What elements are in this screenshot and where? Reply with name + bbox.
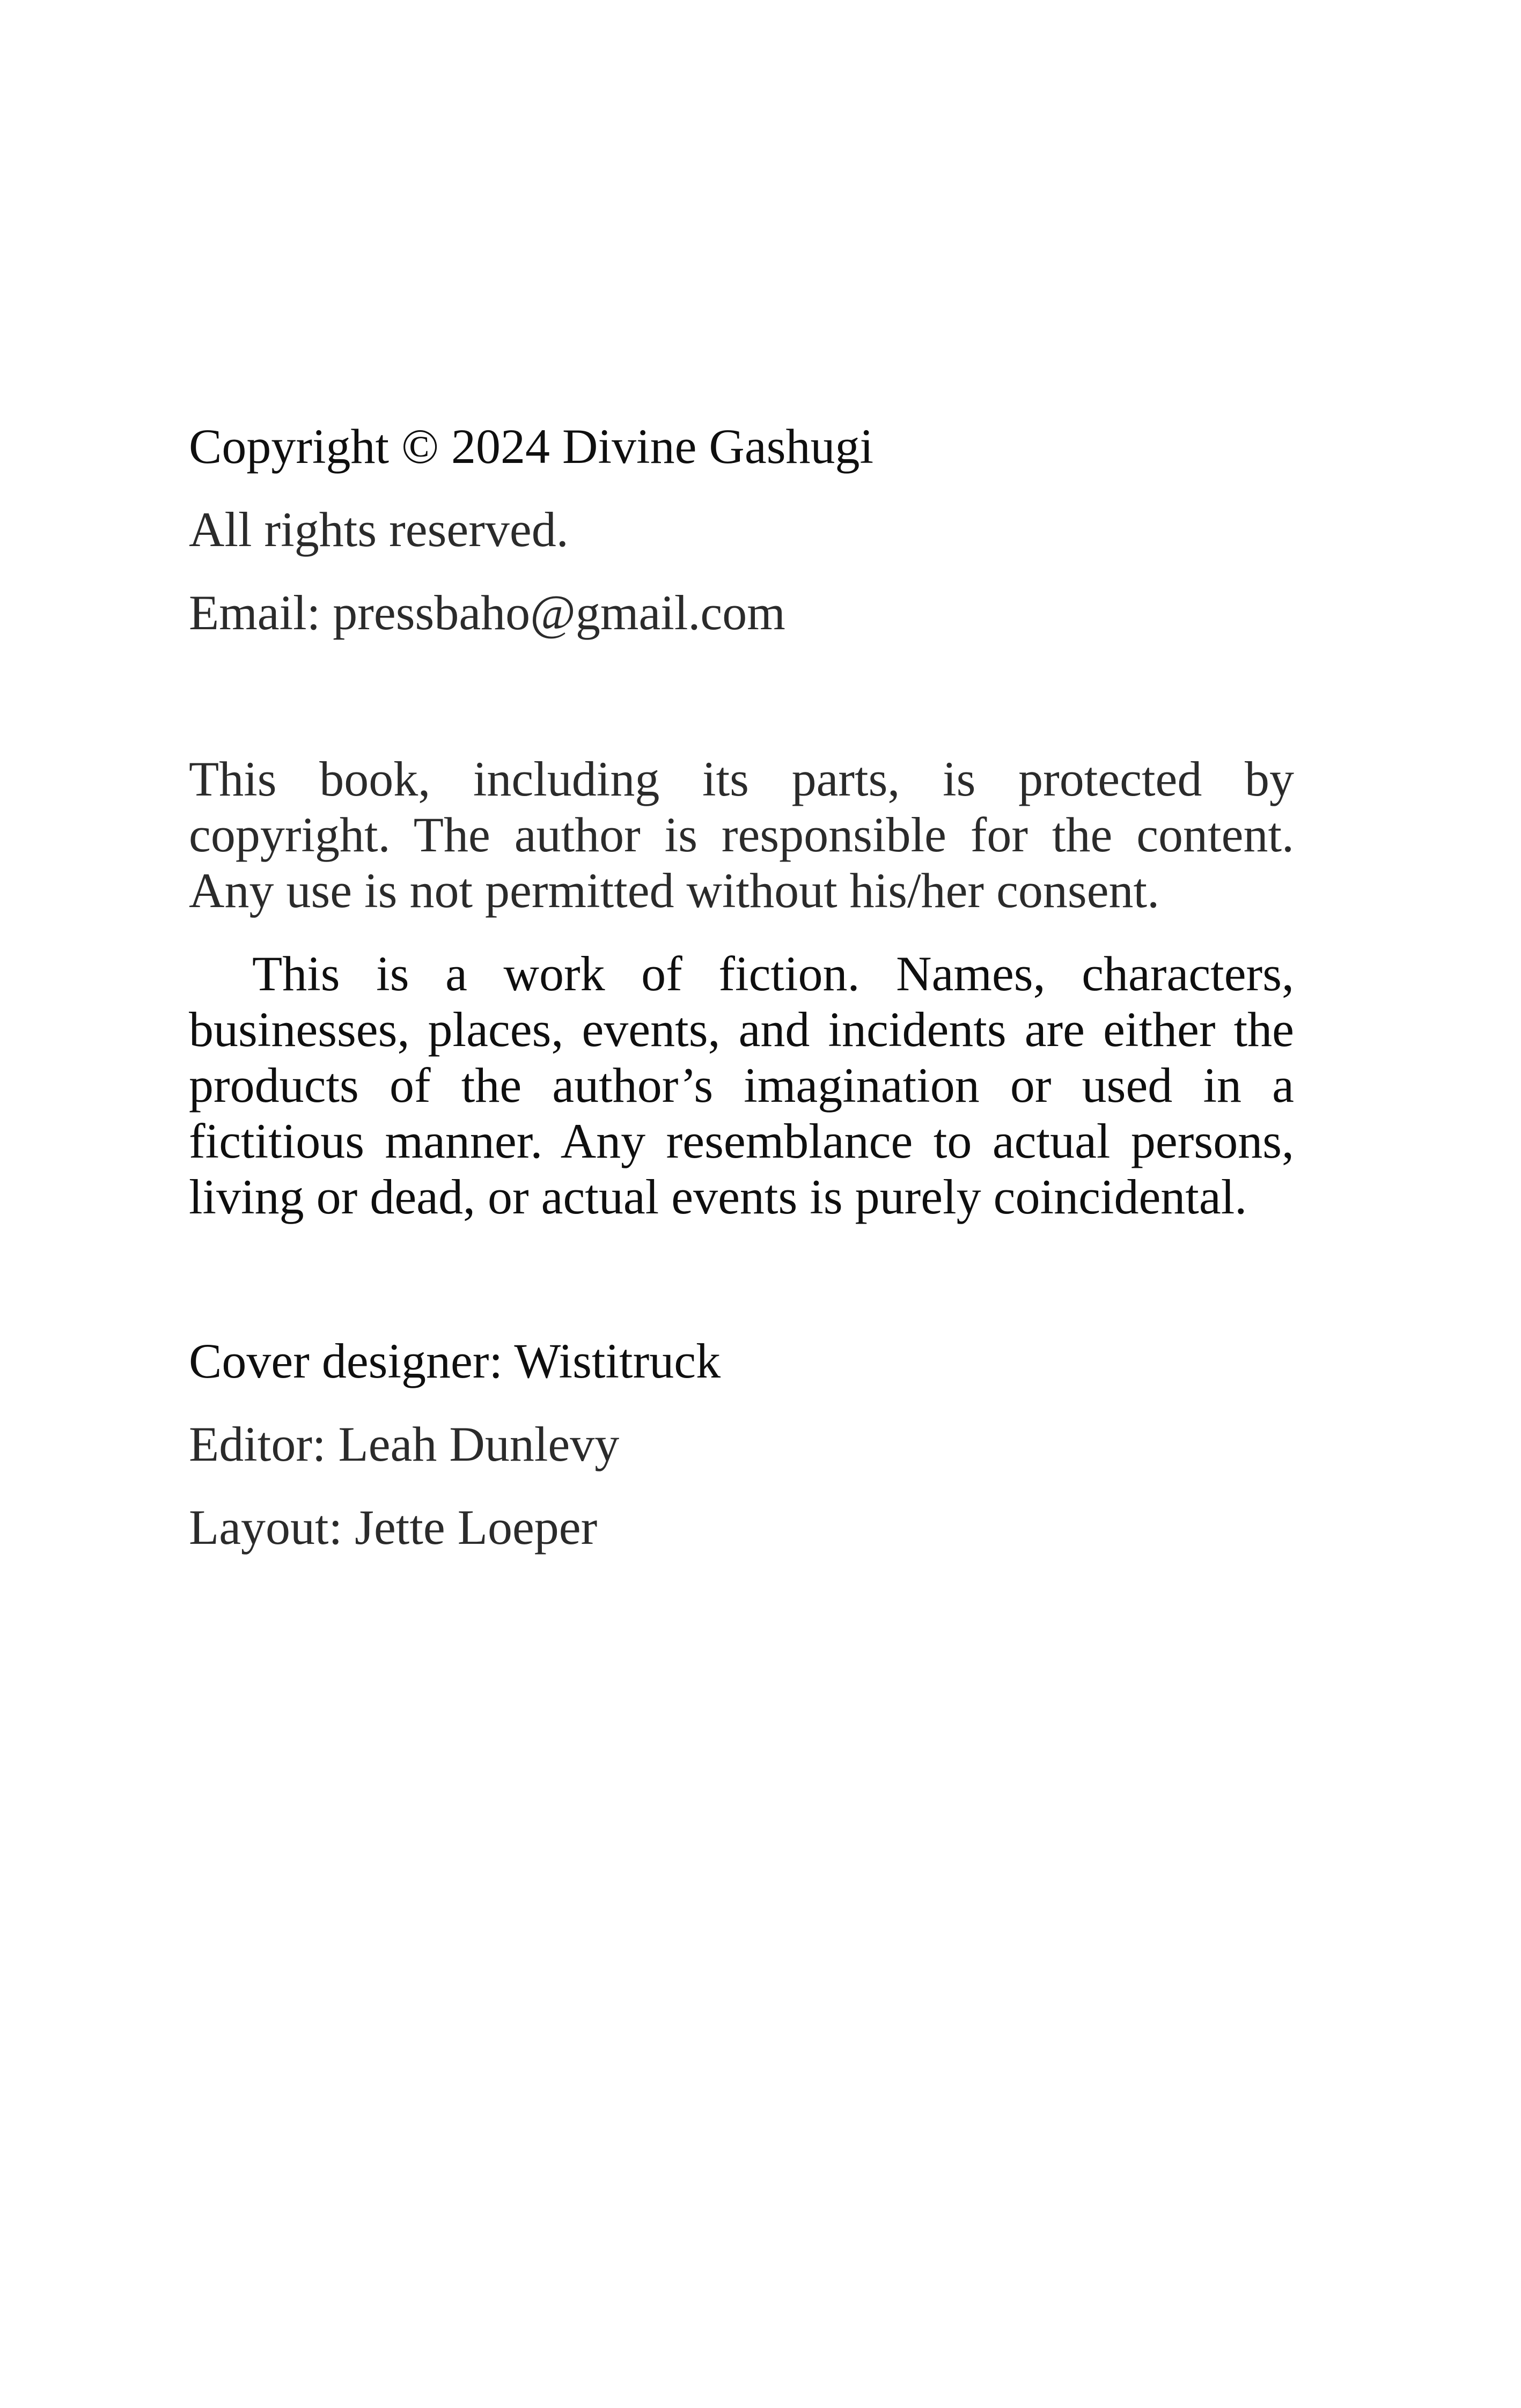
fiction-disclaimer-paragraph: This is a work of fiction. Names, characters, businesses, places, events, and incidents are either the products of the author’s imagination or used in a fictitious manner. Any resemblance to actual persons, living or dead, or actual events is purely coincidental. <box>189 946 1294 1224</box>
contact-email: Email: pressbaho@gmail.com <box>189 585 785 640</box>
copyright-protection-paragraph: This book, including its parts, is protected by copyright. The author is responsible for the content. Any use is not permitted without his/her consent. <box>189 752 1294 918</box>
cover-designer-credit: Cover designer: Wistitruck <box>189 1334 721 1388</box>
copyright-page <box>189 0 1294 2408</box>
copyright-notice: Copyright © 2024 Divine Gashugi <box>189 419 874 474</box>
layout-credit: Layout: Jette Loeper <box>189 1500 598 1555</box>
rights-statement: All rights reserved. <box>189 502 569 557</box>
editor-credit: Editor: Leah Dunlevy <box>189 1417 620 1471</box>
